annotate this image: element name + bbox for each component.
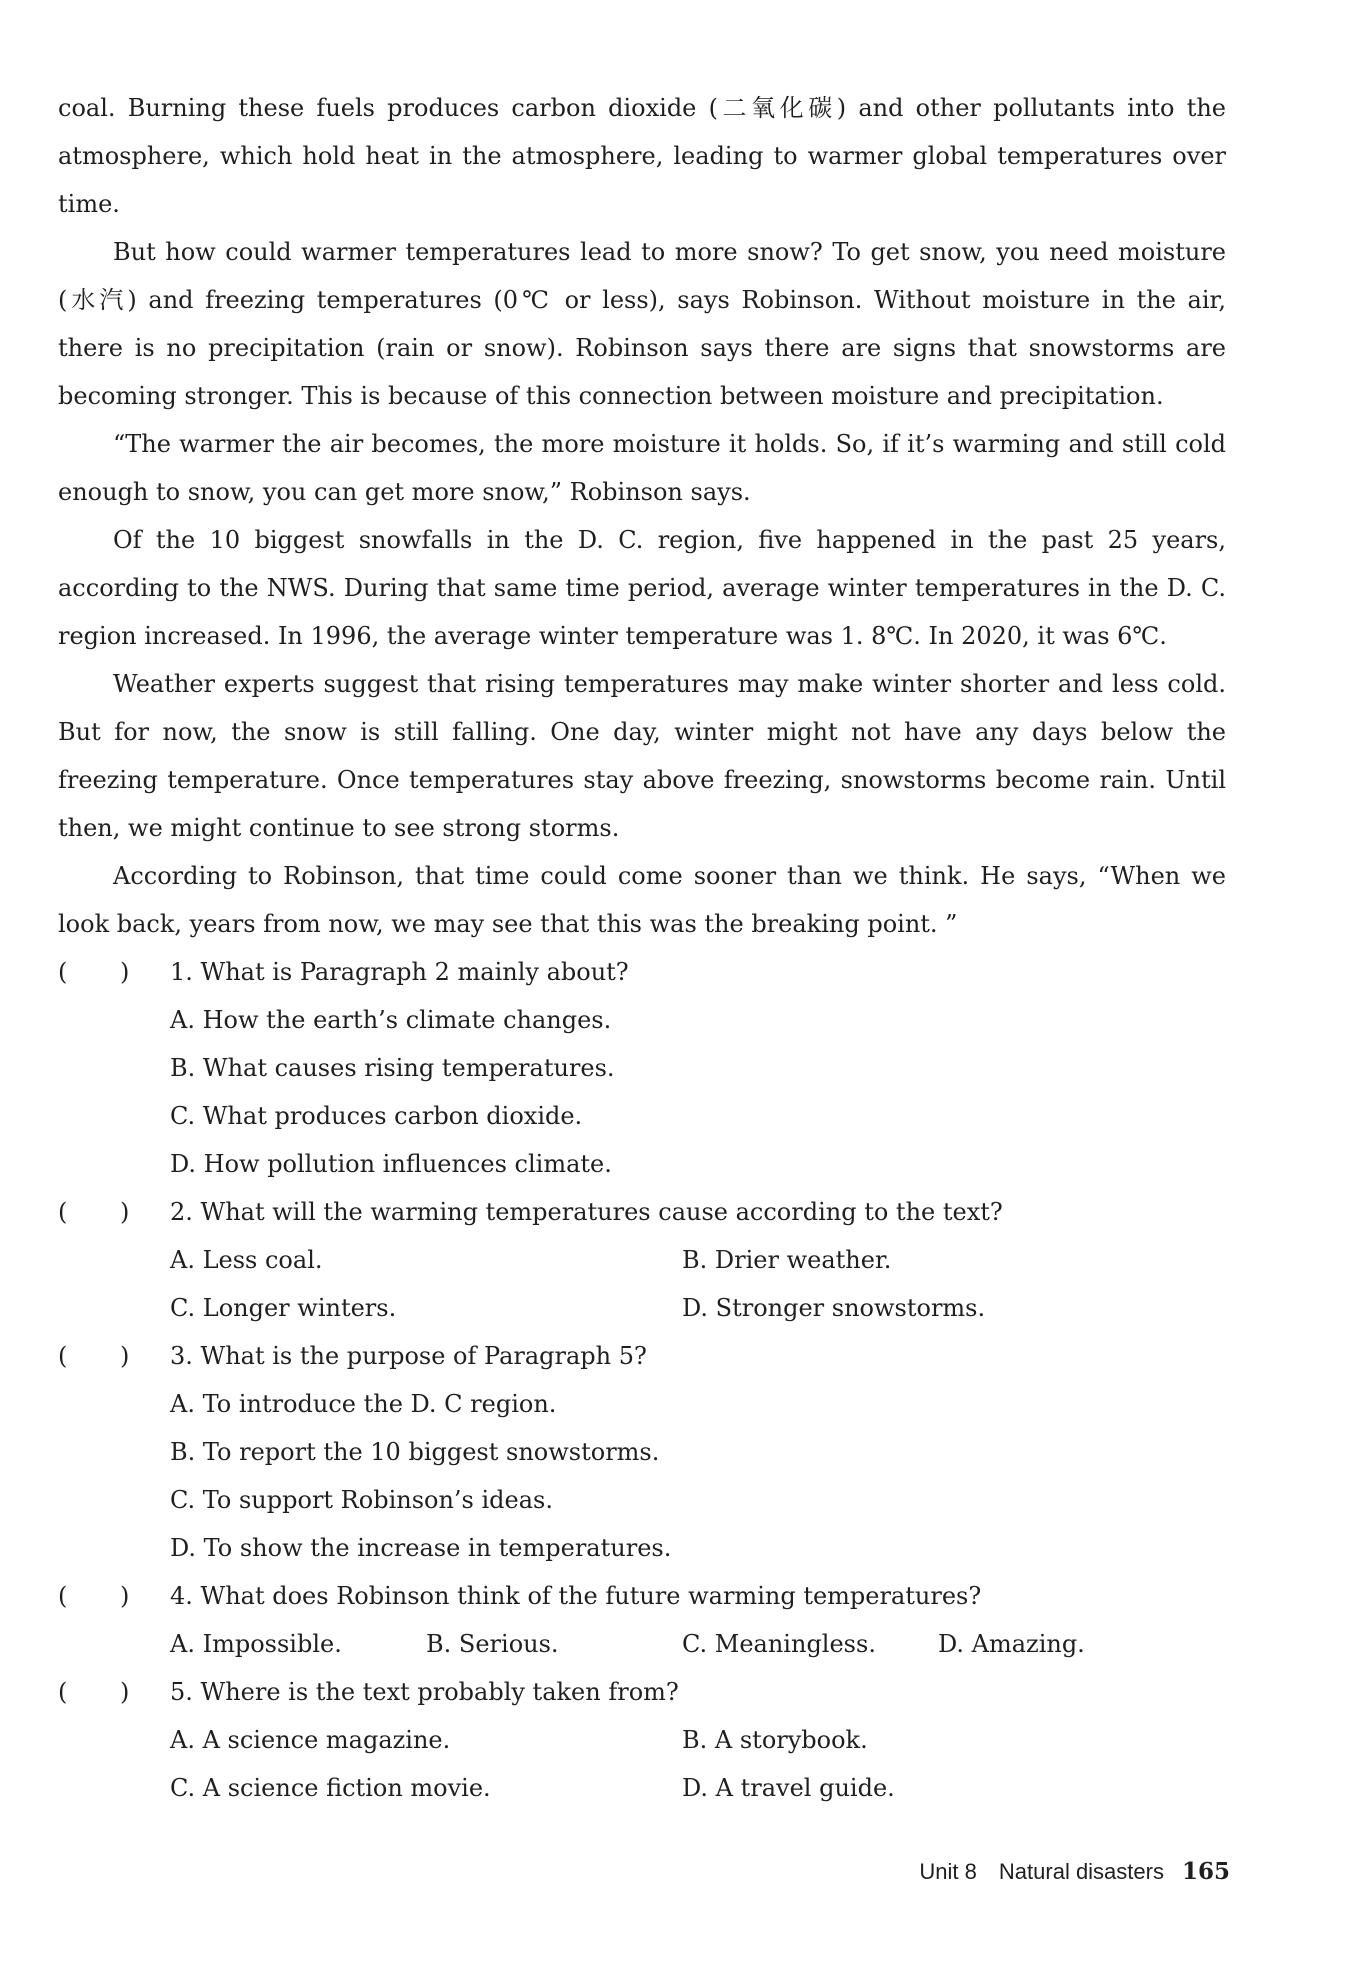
option-row (58, 1092, 1226, 1140)
question-stem: 2. What will the warming temperatures cause according to the text? (170, 1198, 1003, 1226)
option-c: C. A science fiction movie. (170, 1774, 491, 1802)
answer-blank[interactable]: ( ) (58, 1678, 130, 1706)
option-d: D. To show the increase in temperatures. (170, 1534, 672, 1562)
option-row (58, 1236, 1226, 1284)
option-row (58, 1428, 1226, 1476)
passage-paragraph: “The warmer the air becomes, the more moisture it holds. So, if it’s warming and still cold enough to snow, you can get more snow,” Robinson says. (58, 430, 1226, 506)
question-2 (58, 1188, 1226, 1236)
option-row (58, 1140, 1226, 1188)
option-d: D. Amazing. (938, 1630, 1085, 1658)
page-number: 165 (1181, 1858, 1230, 1885)
option-a: A. Less coal. (170, 1246, 323, 1274)
passage-paragraph: coal. Burning these fuels produces carbon dioxide (二氧化碳) and other pollutants into the atmosphere, which hold heat in the atmosphere, leading to warmer global temperatures over time. (58, 94, 1226, 218)
option-row (58, 1716, 1226, 1764)
answer-blank[interactable]: ( ) (58, 1582, 130, 1610)
option-row (58, 1764, 1226, 1812)
option-b: B. To report the 10 biggest snowstorms. (170, 1438, 660, 1466)
unit-topic: Natural disasters (998, 1859, 1164, 1884)
option-row (58, 1476, 1226, 1524)
answer-blank[interactable]: ( ) (58, 958, 130, 986)
option-a: A. To introduce the D. C region. (170, 1390, 557, 1418)
question-3 (58, 1332, 1226, 1380)
option-row (58, 1044, 1226, 1092)
option-b: B. A storybook. (682, 1726, 868, 1754)
option-row (58, 1380, 1226, 1428)
passage-paragraph: Of the 10 biggest snowfalls in the D. C. region, five happened in the past 25 years, according to the NWS. During that same time period, average winter temperatures in the D. C. region increased. In 1996, the average winter temperature was 1. 8℃. In 2020, it was 6℃. (58, 526, 1226, 650)
option-a: A. How the earth’s climate changes. (170, 1006, 612, 1034)
question-stem: 5. Where is the text probably taken from? (170, 1678, 679, 1706)
option-row (58, 1620, 1226, 1668)
option-row (58, 1284, 1226, 1332)
option-d: D. Stronger snowstorms. (682, 1294, 986, 1322)
option-b: B. Drier weather. (682, 1246, 892, 1274)
option-a: A. Impossible. (170, 1630, 342, 1658)
question-list (58, 948, 1226, 1812)
passage-paragraph: Weather experts suggest that rising temperatures may make winter shorter and less cold. But for now, the snow is still falling. One day, winter might not have any days below the freezing temperature. Once temperatures stay above freezing, snowstorms become rain. Until then, we might continue to see strong storms. (58, 670, 1226, 842)
option-c: C. Meaningless. (682, 1630, 876, 1658)
option-b: B. What causes rising temperatures. (170, 1054, 615, 1082)
option-row (58, 1524, 1226, 1572)
answer-blank[interactable]: ( ) (58, 1198, 130, 1226)
question-stem: 1. What is Paragraph 2 mainly about? (170, 958, 629, 986)
page-footer (919, 1858, 1230, 1885)
question-stem: 3. What is the purpose of Paragraph 5? (170, 1342, 647, 1370)
passage-paragraph: According to Robinson, that time could come sooner than we think. He says, “When we look back, years from now, we may see that this was the breaking point. ” (58, 862, 1226, 938)
option-c: C. To support Robinson’s ideas. (170, 1486, 553, 1514)
option-c: C. What produces carbon dioxide. (170, 1102, 583, 1130)
option-b: B. Serious. (426, 1630, 559, 1658)
question-4 (58, 1572, 1226, 1620)
option-c: C. Longer winters. (170, 1294, 397, 1322)
reading-passage (58, 84, 1226, 948)
option-row (58, 996, 1226, 1044)
option-a: A. A science magazine. (170, 1726, 451, 1754)
option-d: D. A travel guide. (682, 1774, 895, 1802)
answer-blank[interactable]: ( ) (58, 1342, 130, 1370)
option-d: D. How pollution influences climate. (170, 1150, 612, 1178)
passage-paragraph: But how could warmer temperatures lead to more snow? To get snow, you need moisture (水汽) and freezing temperatures (0℃ or less), says Robinson. Without moisture in the air, there is no precipitation (rain or snow). Robinson says there are signs that snowstorms are becoming stronger. This is because of this connection between moisture and precipitation. (58, 238, 1226, 410)
question-1 (58, 948, 1226, 996)
question-5 (58, 1668, 1226, 1716)
unit-label: Unit 8 (919, 1859, 977, 1884)
question-stem: 4. What does Robinson think of the future warming temperatures? (170, 1582, 982, 1610)
